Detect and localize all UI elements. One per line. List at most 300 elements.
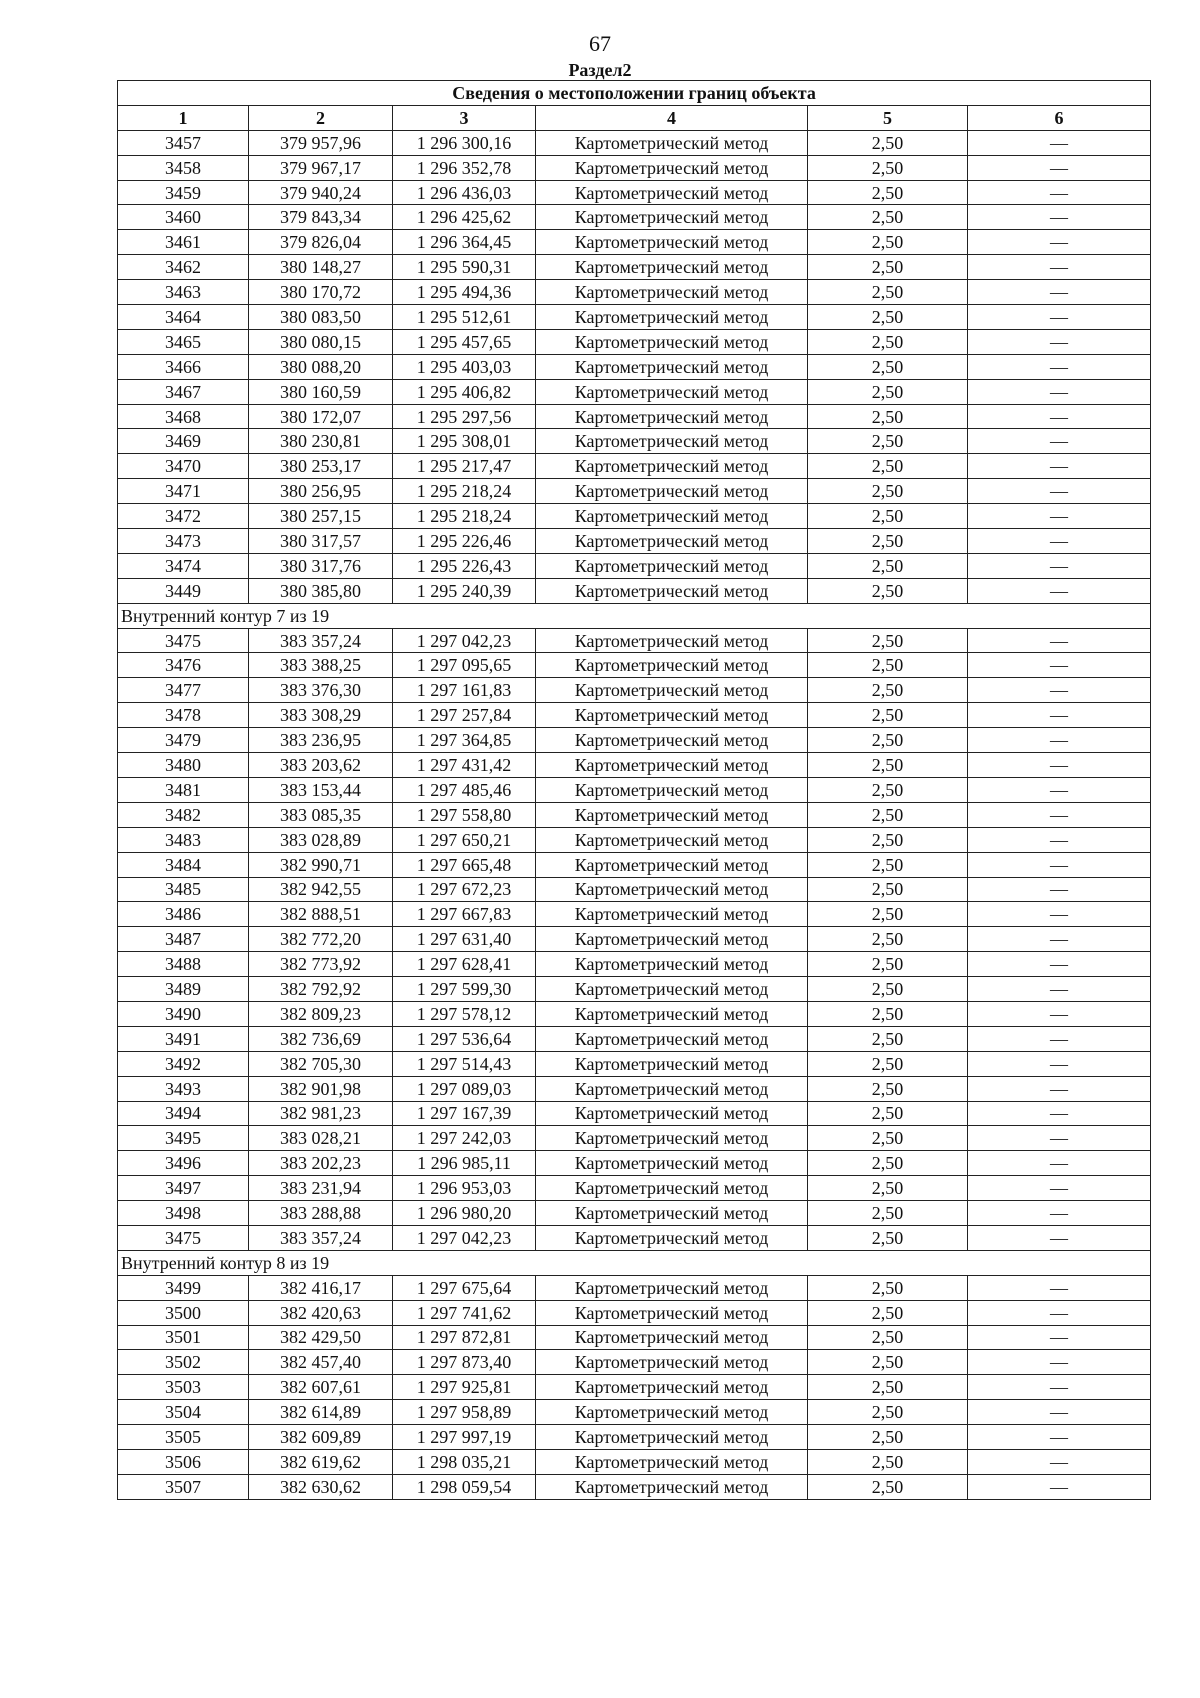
table-row bbox=[118, 1375, 1151, 1400]
description-cell: — bbox=[968, 977, 1151, 1002]
method-cell: Картометрический метод bbox=[536, 1474, 808, 1499]
description-cell: — bbox=[968, 1400, 1151, 1425]
table-row bbox=[118, 305, 1151, 330]
point-number-cell: 3502 bbox=[118, 1350, 249, 1375]
table-title: Сведения о местоположении границ объекта bbox=[118, 81, 1151, 106]
accuracy-cell: 2,50 bbox=[808, 1325, 968, 1350]
point-number-cell: 3476 bbox=[118, 653, 249, 678]
description-cell: — bbox=[968, 1201, 1151, 1226]
x-coordinate-cell: 382 888,51 bbox=[249, 902, 393, 927]
point-number-cell: 3475 bbox=[118, 1225, 249, 1250]
method-cell: Картометрический метод bbox=[536, 703, 808, 728]
table-row bbox=[118, 1350, 1151, 1375]
point-number-cell: 3470 bbox=[118, 454, 249, 479]
y-coordinate-cell: 1 295 512,61 bbox=[393, 305, 536, 330]
x-coordinate-cell: 380 083,50 bbox=[249, 305, 393, 330]
method-cell: Картометрический метод bbox=[536, 628, 808, 653]
table-row bbox=[118, 1400, 1151, 1425]
y-coordinate-cell: 1 297 095,65 bbox=[393, 653, 536, 678]
point-number-cell: 3479 bbox=[118, 728, 249, 753]
x-coordinate-cell: 383 357,24 bbox=[249, 628, 393, 653]
x-coordinate-cell: 380 253,17 bbox=[249, 454, 393, 479]
description-cell: — bbox=[968, 255, 1151, 280]
x-coordinate-cell: 382 981,23 bbox=[249, 1101, 393, 1126]
y-coordinate-cell: 1 297 873,40 bbox=[393, 1350, 536, 1375]
y-coordinate-cell: 1 295 226,43 bbox=[393, 553, 536, 578]
accuracy-cell: 2,50 bbox=[808, 852, 968, 877]
point-number-cell: 3468 bbox=[118, 404, 249, 429]
description-cell: — bbox=[968, 877, 1151, 902]
table-row bbox=[118, 1026, 1151, 1051]
point-number-cell: 3483 bbox=[118, 827, 249, 852]
accuracy-cell: 2,50 bbox=[808, 578, 968, 603]
accuracy-cell: 2,50 bbox=[808, 305, 968, 330]
description-cell: — bbox=[968, 852, 1151, 877]
description-cell: — bbox=[968, 354, 1151, 379]
accuracy-cell: 2,50 bbox=[808, 529, 968, 554]
x-coordinate-cell: 380 088,20 bbox=[249, 354, 393, 379]
accuracy-cell: 2,50 bbox=[808, 827, 968, 852]
x-coordinate-cell: 380 256,95 bbox=[249, 479, 393, 504]
accuracy-cell: 2,50 bbox=[808, 180, 968, 205]
x-coordinate-cell: 382 457,40 bbox=[249, 1350, 393, 1375]
x-coordinate-cell: 382 429,50 bbox=[249, 1325, 393, 1350]
x-coordinate-cell: 382 901,98 bbox=[249, 1076, 393, 1101]
accuracy-cell: 2,50 bbox=[808, 1076, 968, 1101]
y-coordinate-cell: 1 297 631,40 bbox=[393, 927, 536, 952]
method-cell: Картометрический метод bbox=[536, 1400, 808, 1425]
accuracy-cell: 2,50 bbox=[808, 628, 968, 653]
accuracy-cell: 2,50 bbox=[808, 130, 968, 155]
method-cell: Картометрический метод bbox=[536, 1001, 808, 1026]
method-cell: Картометрический метод bbox=[536, 1375, 808, 1400]
table-title-row bbox=[118, 81, 1151, 106]
y-coordinate-cell: 1 297 665,48 bbox=[393, 852, 536, 877]
y-coordinate-cell: 1 297 536,64 bbox=[393, 1026, 536, 1051]
table-row bbox=[118, 354, 1151, 379]
x-coordinate-cell: 380 257,15 bbox=[249, 504, 393, 529]
y-coordinate-cell: 1 297 578,12 bbox=[393, 1001, 536, 1026]
x-coordinate-cell: 379 843,34 bbox=[249, 205, 393, 230]
description-cell: — bbox=[968, 1449, 1151, 1474]
point-number-cell: 3449 bbox=[118, 578, 249, 603]
point-number-cell: 3459 bbox=[118, 180, 249, 205]
y-coordinate-cell: 1 297 089,03 bbox=[393, 1076, 536, 1101]
contour-label: Внутренний контур 7 из 19 bbox=[118, 603, 1151, 628]
point-number-cell: 3463 bbox=[118, 280, 249, 305]
point-number-cell: 3482 bbox=[118, 802, 249, 827]
y-coordinate-cell: 1 297 675,64 bbox=[393, 1275, 536, 1300]
table-row bbox=[118, 952, 1151, 977]
description-cell: — bbox=[968, 653, 1151, 678]
y-coordinate-cell: 1 295 226,46 bbox=[393, 529, 536, 554]
y-coordinate-cell: 1 297 514,43 bbox=[393, 1051, 536, 1076]
description-cell: — bbox=[968, 180, 1151, 205]
y-coordinate-cell: 1 296 436,03 bbox=[393, 180, 536, 205]
description-cell: — bbox=[968, 130, 1151, 155]
accuracy-cell: 2,50 bbox=[808, 1400, 968, 1425]
description-cell: — bbox=[968, 429, 1151, 454]
point-number-cell: 3458 bbox=[118, 155, 249, 180]
point-number-cell: 3475 bbox=[118, 628, 249, 653]
point-number-cell: 3507 bbox=[118, 1474, 249, 1499]
x-coordinate-cell: 382 420,63 bbox=[249, 1300, 393, 1325]
x-coordinate-cell: 380 317,57 bbox=[249, 529, 393, 554]
description-cell: — bbox=[968, 678, 1151, 703]
table-row bbox=[118, 1151, 1151, 1176]
method-cell: Картометрический метод bbox=[536, 1051, 808, 1076]
method-cell: Картометрический метод bbox=[536, 504, 808, 529]
y-coordinate-cell: 1 295 297,56 bbox=[393, 404, 536, 429]
method-cell: Картометрический метод bbox=[536, 753, 808, 778]
method-cell: Картометрический метод bbox=[536, 802, 808, 827]
y-coordinate-cell: 1 296 425,62 bbox=[393, 205, 536, 230]
method-cell: Картометрический метод bbox=[536, 927, 808, 952]
description-cell: — bbox=[968, 753, 1151, 778]
y-coordinate-cell: 1 297 257,84 bbox=[393, 703, 536, 728]
accuracy-cell: 2,50 bbox=[808, 877, 968, 902]
method-cell: Картометрический метод bbox=[536, 653, 808, 678]
method-cell: Картометрический метод bbox=[536, 255, 808, 280]
accuracy-cell: 2,50 bbox=[808, 280, 968, 305]
accuracy-cell: 2,50 bbox=[808, 977, 968, 1002]
method-cell: Картометрический метод bbox=[536, 1101, 808, 1126]
y-coordinate-cell: 1 295 457,65 bbox=[393, 329, 536, 354]
coordinates-table bbox=[117, 80, 1151, 1500]
accuracy-cell: 2,50 bbox=[808, 1001, 968, 1026]
y-coordinate-cell: 1 295 403,03 bbox=[393, 354, 536, 379]
x-coordinate-cell: 383 202,23 bbox=[249, 1151, 393, 1176]
accuracy-cell: 2,50 bbox=[808, 1151, 968, 1176]
table-row bbox=[118, 802, 1151, 827]
y-coordinate-cell: 1 295 494,36 bbox=[393, 280, 536, 305]
y-coordinate-cell: 1 297 042,23 bbox=[393, 628, 536, 653]
x-coordinate-cell: 383 388,25 bbox=[249, 653, 393, 678]
x-coordinate-cell: 383 028,89 bbox=[249, 827, 393, 852]
method-cell: Картометрический метод bbox=[536, 404, 808, 429]
table-row bbox=[118, 1474, 1151, 1499]
table-row bbox=[118, 155, 1151, 180]
table-row bbox=[118, 329, 1151, 354]
description-cell: — bbox=[968, 205, 1151, 230]
column-number-row bbox=[118, 105, 1151, 130]
accuracy-cell: 2,50 bbox=[808, 1201, 968, 1226]
method-cell: Картометрический метод bbox=[536, 354, 808, 379]
contour-label: Внутренний контур 8 из 19 bbox=[118, 1250, 1151, 1275]
point-number-cell: 3472 bbox=[118, 504, 249, 529]
column-header: 4 bbox=[536, 105, 808, 130]
method-cell: Картометрический метод bbox=[536, 1026, 808, 1051]
table-row bbox=[118, 1275, 1151, 1300]
y-coordinate-cell: 1 298 059,54 bbox=[393, 1474, 536, 1499]
point-number-cell: 3501 bbox=[118, 1325, 249, 1350]
table-row bbox=[118, 205, 1151, 230]
accuracy-cell: 2,50 bbox=[808, 753, 968, 778]
page-number: 67 bbox=[589, 31, 611, 56]
y-coordinate-cell: 1 297 667,83 bbox=[393, 902, 536, 927]
contour-header-row bbox=[118, 603, 1151, 628]
y-coordinate-cell: 1 297 872,81 bbox=[393, 1325, 536, 1350]
method-cell: Картометрический метод bbox=[536, 454, 808, 479]
y-coordinate-cell: 1 297 672,23 bbox=[393, 877, 536, 902]
y-coordinate-cell: 1 295 218,24 bbox=[393, 479, 536, 504]
description-cell: — bbox=[968, 504, 1151, 529]
x-coordinate-cell: 382 792,92 bbox=[249, 977, 393, 1002]
table-row bbox=[118, 280, 1151, 305]
method-cell: Картометрический метод bbox=[536, 728, 808, 753]
x-coordinate-cell: 382 773,92 bbox=[249, 952, 393, 977]
accuracy-cell: 2,50 bbox=[808, 1101, 968, 1126]
method-cell: Картометрический метод bbox=[536, 678, 808, 703]
description-cell: — bbox=[968, 329, 1151, 354]
description-cell: — bbox=[968, 1051, 1151, 1076]
table-row bbox=[118, 753, 1151, 778]
y-coordinate-cell: 1 296 352,78 bbox=[393, 155, 536, 180]
description-cell: — bbox=[968, 1076, 1151, 1101]
point-number-cell: 3493 bbox=[118, 1076, 249, 1101]
method-cell: Картометрический метод bbox=[536, 180, 808, 205]
x-coordinate-cell: 382 736,69 bbox=[249, 1026, 393, 1051]
point-number-cell: 3486 bbox=[118, 902, 249, 927]
table-row bbox=[118, 454, 1151, 479]
accuracy-cell: 2,50 bbox=[808, 802, 968, 827]
method-cell: Картометрический метод bbox=[536, 1126, 808, 1151]
accuracy-cell: 2,50 bbox=[808, 1126, 968, 1151]
description-cell: — bbox=[968, 1225, 1151, 1250]
y-coordinate-cell: 1 296 364,45 bbox=[393, 230, 536, 255]
table-row bbox=[118, 1201, 1151, 1226]
x-coordinate-cell: 379 826,04 bbox=[249, 230, 393, 255]
table-row bbox=[118, 1300, 1151, 1325]
description-cell: — bbox=[968, 1176, 1151, 1201]
table-row bbox=[118, 852, 1151, 877]
table-row bbox=[118, 902, 1151, 927]
y-coordinate-cell: 1 297 958,89 bbox=[393, 1400, 536, 1425]
x-coordinate-cell: 383 153,44 bbox=[249, 777, 393, 802]
description-cell: — bbox=[968, 553, 1151, 578]
table-row bbox=[118, 504, 1151, 529]
point-number-cell: 3477 bbox=[118, 678, 249, 703]
method-cell: Картометрический метод bbox=[536, 1076, 808, 1101]
point-number-cell: 3466 bbox=[118, 354, 249, 379]
accuracy-cell: 2,50 bbox=[808, 1051, 968, 1076]
accuracy-cell: 2,50 bbox=[808, 429, 968, 454]
accuracy-cell: 2,50 bbox=[808, 379, 968, 404]
table-row bbox=[118, 927, 1151, 952]
y-coordinate-cell: 1 297 925,81 bbox=[393, 1375, 536, 1400]
method-cell: Картометрический метод bbox=[536, 1201, 808, 1226]
column-header: 1 bbox=[118, 105, 249, 130]
method-cell: Картометрический метод bbox=[536, 1151, 808, 1176]
y-coordinate-cell: 1 298 035,21 bbox=[393, 1449, 536, 1474]
point-number-cell: 3465 bbox=[118, 329, 249, 354]
y-coordinate-cell: 1 297 431,42 bbox=[393, 753, 536, 778]
table-row bbox=[118, 1176, 1151, 1201]
point-number-cell: 3484 bbox=[118, 852, 249, 877]
column-header: 2 bbox=[249, 105, 393, 130]
table-row bbox=[118, 180, 1151, 205]
description-cell: — bbox=[968, 1350, 1151, 1375]
x-coordinate-cell: 382 942,55 bbox=[249, 877, 393, 902]
method-cell: Картометрический метод bbox=[536, 1275, 808, 1300]
table-head bbox=[118, 81, 1151, 131]
description-cell: — bbox=[968, 1325, 1151, 1350]
description-cell: — bbox=[968, 404, 1151, 429]
y-coordinate-cell: 1 297 741,62 bbox=[393, 1300, 536, 1325]
description-cell: — bbox=[968, 952, 1151, 977]
x-coordinate-cell: 383 376,30 bbox=[249, 678, 393, 703]
method-cell: Картометрический метод bbox=[536, 1350, 808, 1375]
description-cell: — bbox=[968, 827, 1151, 852]
section-title: Раздел2 bbox=[568, 60, 632, 80]
method-cell: Картометрический метод bbox=[536, 553, 808, 578]
point-number-cell: 3504 bbox=[118, 1400, 249, 1425]
accuracy-cell: 2,50 bbox=[808, 404, 968, 429]
point-number-cell: 3494 bbox=[118, 1101, 249, 1126]
method-cell: Картометрический метод bbox=[536, 155, 808, 180]
point-number-cell: 3478 bbox=[118, 703, 249, 728]
y-coordinate-cell: 1 295 590,31 bbox=[393, 255, 536, 280]
description-cell: — bbox=[968, 1101, 1151, 1126]
method-cell: Картометрический метод bbox=[536, 1449, 808, 1474]
accuracy-cell: 2,50 bbox=[808, 230, 968, 255]
point-number-cell: 3506 bbox=[118, 1449, 249, 1474]
point-number-cell: 3496 bbox=[118, 1151, 249, 1176]
table-row bbox=[118, 678, 1151, 703]
x-coordinate-cell: 382 772,20 bbox=[249, 927, 393, 952]
method-cell: Картометрический метод bbox=[536, 852, 808, 877]
method-cell: Картометрический метод bbox=[536, 280, 808, 305]
point-number-cell: 3467 bbox=[118, 379, 249, 404]
accuracy-cell: 2,50 bbox=[808, 329, 968, 354]
x-coordinate-cell: 382 614,89 bbox=[249, 1400, 393, 1425]
x-coordinate-cell: 383 203,62 bbox=[249, 753, 393, 778]
accuracy-cell: 2,50 bbox=[808, 703, 968, 728]
table-row bbox=[118, 1076, 1151, 1101]
table-row bbox=[118, 1001, 1151, 1026]
description-cell: — bbox=[968, 728, 1151, 753]
description-cell: — bbox=[968, 1425, 1151, 1450]
point-number-cell: 3492 bbox=[118, 1051, 249, 1076]
accuracy-cell: 2,50 bbox=[808, 1449, 968, 1474]
y-coordinate-cell: 1 296 980,20 bbox=[393, 1201, 536, 1226]
table-row bbox=[118, 230, 1151, 255]
x-coordinate-cell: 379 940,24 bbox=[249, 180, 393, 205]
table-row bbox=[118, 529, 1151, 554]
description-cell: — bbox=[968, 155, 1151, 180]
column-header: 5 bbox=[808, 105, 968, 130]
y-coordinate-cell: 1 296 985,11 bbox=[393, 1151, 536, 1176]
accuracy-cell: 2,50 bbox=[808, 728, 968, 753]
description-cell: — bbox=[968, 280, 1151, 305]
accuracy-cell: 2,50 bbox=[808, 205, 968, 230]
table-row bbox=[118, 479, 1151, 504]
table-row bbox=[118, 1051, 1151, 1076]
point-number-cell: 3457 bbox=[118, 130, 249, 155]
x-coordinate-cell: 382 619,62 bbox=[249, 1449, 393, 1474]
method-cell: Картометрический метод bbox=[536, 130, 808, 155]
description-cell: — bbox=[968, 529, 1151, 554]
point-number-cell: 3464 bbox=[118, 305, 249, 330]
x-coordinate-cell: 380 172,07 bbox=[249, 404, 393, 429]
y-coordinate-cell: 1 295 217,47 bbox=[393, 454, 536, 479]
x-coordinate-cell: 382 609,89 bbox=[249, 1425, 393, 1450]
x-coordinate-cell: 382 990,71 bbox=[249, 852, 393, 877]
table-row bbox=[118, 404, 1151, 429]
x-coordinate-cell: 380 317,76 bbox=[249, 553, 393, 578]
point-number-cell: 3485 bbox=[118, 877, 249, 902]
accuracy-cell: 2,50 bbox=[808, 504, 968, 529]
x-coordinate-cell: 383 231,94 bbox=[249, 1176, 393, 1201]
table-row bbox=[118, 777, 1151, 802]
description-cell: — bbox=[968, 1151, 1151, 1176]
y-coordinate-cell: 1 295 308,01 bbox=[393, 429, 536, 454]
accuracy-cell: 2,50 bbox=[808, 454, 968, 479]
accuracy-cell: 2,50 bbox=[808, 952, 968, 977]
point-number-cell: 3489 bbox=[118, 977, 249, 1002]
accuracy-cell: 2,50 bbox=[808, 927, 968, 952]
accuracy-cell: 2,50 bbox=[808, 902, 968, 927]
description-cell: — bbox=[968, 379, 1151, 404]
accuracy-cell: 2,50 bbox=[808, 1300, 968, 1325]
table-row bbox=[118, 429, 1151, 454]
contour-header-row bbox=[118, 1250, 1151, 1275]
accuracy-cell: 2,50 bbox=[808, 1474, 968, 1499]
x-coordinate-cell: 380 230,81 bbox=[249, 429, 393, 454]
y-coordinate-cell: 1 297 161,83 bbox=[393, 678, 536, 703]
accuracy-cell: 2,50 bbox=[808, 653, 968, 678]
point-number-cell: 3499 bbox=[118, 1275, 249, 1300]
table-row bbox=[118, 130, 1151, 155]
description-cell: — bbox=[968, 1474, 1151, 1499]
table-row bbox=[118, 827, 1151, 852]
description-cell: — bbox=[968, 628, 1151, 653]
x-coordinate-cell: 380 160,59 bbox=[249, 379, 393, 404]
y-coordinate-cell: 1 297 558,80 bbox=[393, 802, 536, 827]
y-coordinate-cell: 1 295 240,39 bbox=[393, 578, 536, 603]
point-number-cell: 3495 bbox=[118, 1126, 249, 1151]
x-coordinate-cell: 383 085,35 bbox=[249, 802, 393, 827]
accuracy-cell: 2,50 bbox=[808, 678, 968, 703]
y-coordinate-cell: 1 297 628,41 bbox=[393, 952, 536, 977]
description-cell: — bbox=[968, 1026, 1151, 1051]
table-body bbox=[118, 130, 1151, 1499]
table-row bbox=[118, 553, 1151, 578]
table-row bbox=[118, 703, 1151, 728]
table-row bbox=[118, 877, 1151, 902]
y-coordinate-cell: 1 297 167,39 bbox=[393, 1101, 536, 1126]
method-cell: Картометрический метод bbox=[536, 952, 808, 977]
table-row bbox=[118, 1126, 1151, 1151]
method-cell: Картометрический метод bbox=[536, 205, 808, 230]
x-coordinate-cell: 380 148,27 bbox=[249, 255, 393, 280]
description-cell: — bbox=[968, 927, 1151, 952]
point-number-cell: 3460 bbox=[118, 205, 249, 230]
point-number-cell: 3488 bbox=[118, 952, 249, 977]
method-cell: Картометрический метод bbox=[536, 305, 808, 330]
y-coordinate-cell: 1 297 485,46 bbox=[393, 777, 536, 802]
accuracy-cell: 2,50 bbox=[808, 1275, 968, 1300]
y-coordinate-cell: 1 296 953,03 bbox=[393, 1176, 536, 1201]
x-coordinate-cell: 383 308,29 bbox=[249, 703, 393, 728]
accuracy-cell: 2,50 bbox=[808, 777, 968, 802]
table-row bbox=[118, 628, 1151, 653]
method-cell: Картометрический метод bbox=[536, 1325, 808, 1350]
method-cell: Картометрический метод bbox=[536, 827, 808, 852]
x-coordinate-cell: 382 705,30 bbox=[249, 1051, 393, 1076]
description-cell: — bbox=[968, 1126, 1151, 1151]
point-number-cell: 3461 bbox=[118, 230, 249, 255]
